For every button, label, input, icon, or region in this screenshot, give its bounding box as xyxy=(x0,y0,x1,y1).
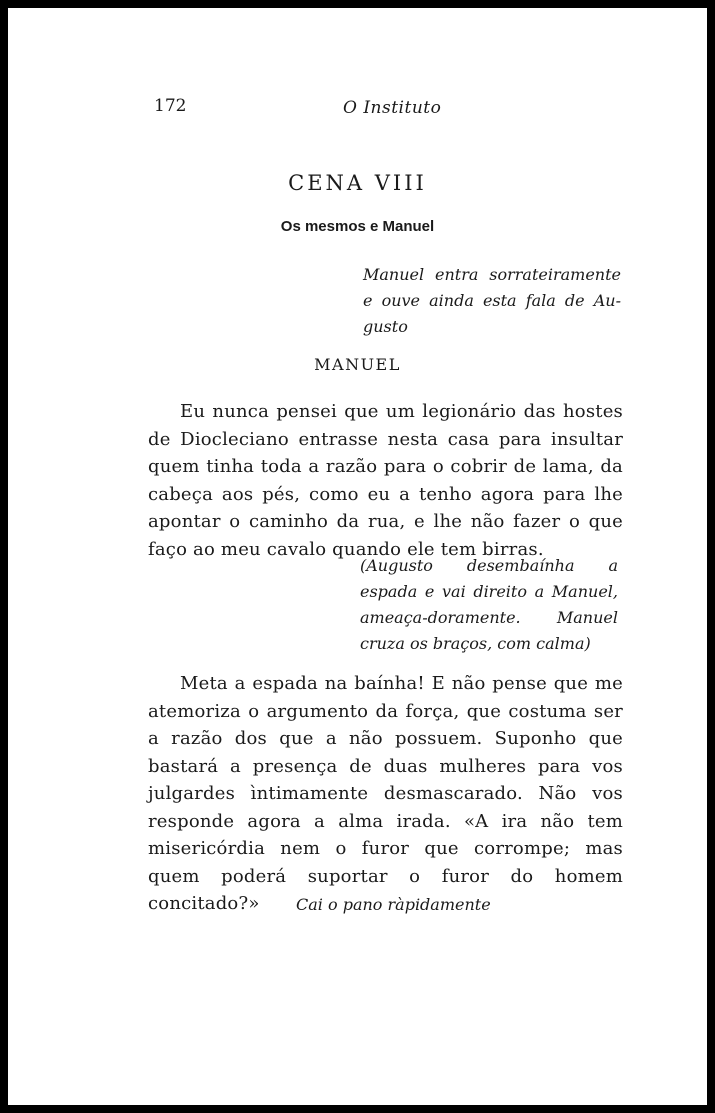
speech-paragraph: Meta a espada na baínha! E não pense que me atemoriza o argumento da força, que costuma ser a razão dos que a não possuem. Suponho que bastará a presença de duas mulheres para vos julgardes ìntimamente desmascarado. Não vos responde agora a alma irada. «A ira não tem misericórdia nem o furor que corrompe; mas quem poderá suportar o furor do homem concitado?» xyxy=(148,673,623,914)
stage-direction-action: (Augusto desembaínha a espada e vai direito a Manuel, ameaça-doramente. Manuel cruza os braços, com calma) xyxy=(360,556,618,653)
speech-paragraph: Eu nunca pensei que um legionário das hostes de Diocleciano entrasse nesta casa para insultar quem tinha toda a razão para o cobrir de lama, da cabeça aos pés, como eu a tenho agora para lhe apontar o caminho da rua, e lhe não fazer o que faço ao meu cavalo quando ele tem birras. xyxy=(148,401,623,560)
stage-direction-entrance: Manuel entra sorrateiramente e ouve ainda esta fala de Au-gusto xyxy=(363,265,621,336)
speaker-name: MANUEL xyxy=(314,355,401,374)
book-page xyxy=(8,8,707,1105)
closing-stage-direction: Cai o pano ràpidamente xyxy=(296,895,491,914)
page-number: 172 xyxy=(154,96,187,116)
scene-subtitle: Os mesmos e Manuel xyxy=(280,218,435,235)
running-title: O Instituto xyxy=(343,98,442,118)
scene-title: CENA VIII xyxy=(288,171,427,195)
